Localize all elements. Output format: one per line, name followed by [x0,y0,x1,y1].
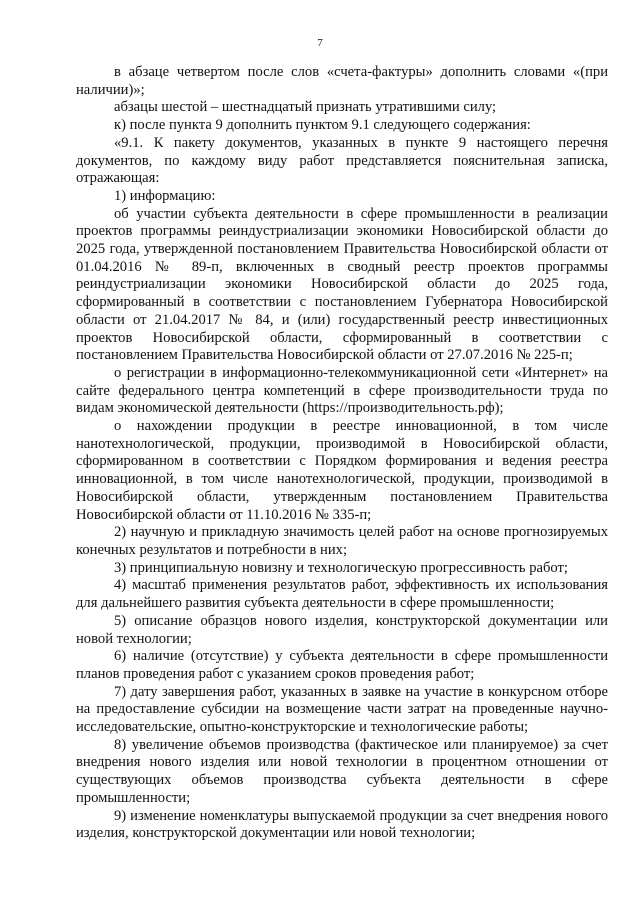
paragraph-add-item-9-1: к) после пункта 9 дополнить пунктом 9.1 следующего содержания: [114,117,531,134]
paragraph-innovation-registry: о нахождении продукции в реестре инновационной, в том числе нанотехнологической, продукции, производимой в Новосибирской области, сформированном в соответствии с Порядком формирования и ведения реестра инновационной, в том числе нанотехнологической, продукции, производимой в Новосибирской области, утвержденным постановлением Правительства Новосибирской области от 11.10.2016 № 335-п; [76,418,608,523]
list-item-7-completion-date: 7) дату завершения работ, указанных в заявке на участие в конкурсном отборе на предоставление субсидии на возмещение части затрат на проведенные научно-исследовательские, опытно-конструкторские и технологические работы; [76,683,608,736]
list-item-5-description: 5) описание образцов нового изделия, конструкторской документации или новой технологии; [76,612,608,647]
list-item-1-information: 1) информацию: [114,187,216,204]
page-number: 7 [317,37,323,49]
paragraph-repeal-clauses: абзацы шестой – шестнадцатый признать утратившими силу; [114,99,497,116]
document-body [76,64,608,843]
paragraph-amend-invoice: в абзаце четвертом после слов «счета-фактуры» дополнить словами «(при наличии)»; [76,64,608,98]
list-item-2-significance: 2) научную и прикладную значимость целей работ на основе прогнозируемых конечных результатов и потребности в них; [76,524,608,558]
paragraph-reindustrialization-projects: об участии субъекта деятельности в сфере промышленности в реализации проектов программы реиндустриализации экономики Новосибирской области до 2025 года, утвержденной постановлением Правительства Новосибирской области от 01.04.2016 № 89-п, включенных в сводный реестр проектов программы реиндустриализации экономики Новосибирской области до 2025 года, сформированный в соответствии с постановлением Губернатора Новосибирской области от 21.04.2017 № 84, и (или) государственный реестр инвестиционных проектов Новосибирской области, сформированный в соответствии с постановлением Правительства Новосибирской области от 27.07.2016 № 225-п; [76,205,608,364]
paragraph-internet-registration: о регистрации в информационно-телекоммуникационной сети «Интернет» на сайте федерального центра компетенций в сфере производительности труда по видам экономической деятельности (https://производительность.рф); [76,364,608,417]
list-item-4-scale: 4) масштаб применения результатов работ, эффективность их использования для дальнейшего развития субъекта деятельности в сфере промышленности; [76,577,608,612]
list-item-6-plans: 6) наличие (отсутствие) у субъекта деятельности в сфере промышленности планов проведения работ с указанием сроков проведения работ; [76,648,608,682]
list-item-8-production-volume: 8) увеличение объемов производства (фактическое или планируемое) за счет внедрения нового изделия или новой технологии в процентном отношении от существующих объемов производства субъекта деятельности в сфере промышленности; [76,736,608,806]
list-item-9-nomenclature: 9) изменение номенклатуры выпускаемой продукции за счет внедрения нового изделия, конструкторской документации или новой технологии; [76,807,608,842]
list-item-3-novelty: 3) принципиальную новизну и технологическую прогрессивность работ; [114,559,568,576]
paragraph-item-9-1-intro: «9.1. К пакету документов, указанных в пункте 9 настоящего перечня документов, по каждому виду работ представляется пояснительная записка, отражающая: [76,134,608,187]
